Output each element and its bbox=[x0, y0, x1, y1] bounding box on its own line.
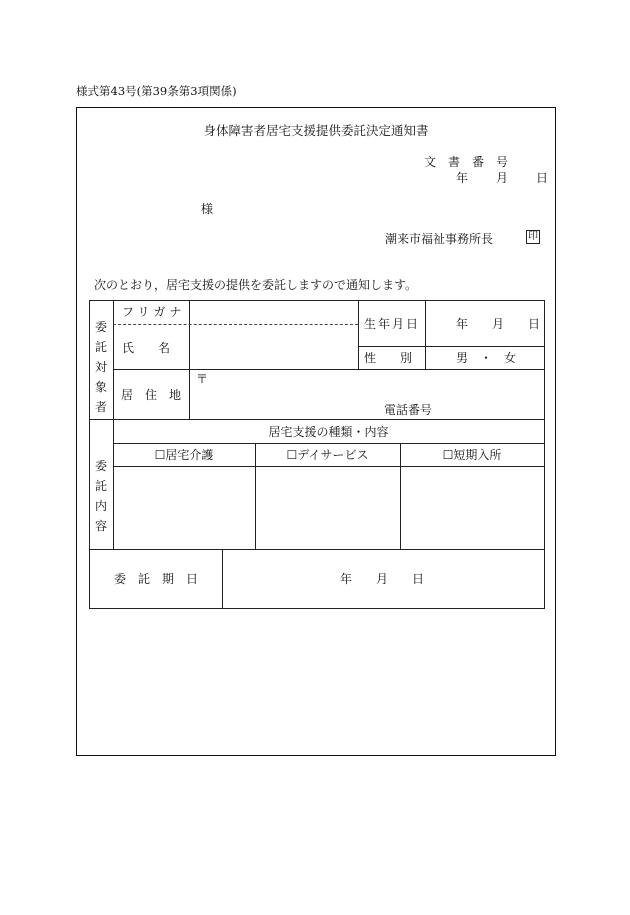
furigana-divider bbox=[113, 324, 358, 325]
period-label: 委 託 期 日 bbox=[114, 572, 199, 586]
postal-mark: 〒 bbox=[196, 372, 209, 386]
subject-section-label: 委託対象者 bbox=[94, 320, 107, 414]
content-section-label: 委託内容 bbox=[94, 459, 107, 533]
table-right-line bbox=[544, 300, 545, 608]
field-label-divider bbox=[189, 300, 190, 419]
period-value: 年 月 日 bbox=[340, 572, 425, 586]
content-header-divider bbox=[113, 443, 544, 444]
phone-label: 電話番号 bbox=[384, 403, 433, 417]
birthdate-value: 年 月 日 bbox=[456, 317, 541, 331]
birthdate-label: 生年月日 bbox=[364, 317, 421, 331]
subject-content-divider bbox=[89, 419, 544, 420]
options-divider bbox=[113, 466, 544, 467]
furigana-label: フリガナ bbox=[122, 305, 186, 319]
table-top-line bbox=[89, 300, 545, 301]
content-period-divider bbox=[89, 549, 544, 550]
section-label-divider bbox=[113, 300, 114, 549]
recipient-suffix: 様 bbox=[201, 202, 214, 216]
sex-value: 男 ・ 女 bbox=[456, 351, 517, 365]
intro-text: 次のとおり，居宅支援の提供を委託しますので通知します。 bbox=[94, 278, 418, 292]
issuer-name: 潮来市福祉事務所長 bbox=[385, 232, 494, 246]
document-title: 身体障害者居宅支援提供委託決定通知書 bbox=[203, 123, 429, 138]
sex-label: 性 別 bbox=[364, 351, 413, 365]
date-label: 年 月 日 bbox=[456, 171, 557, 185]
seal-mark: 印 bbox=[528, 231, 538, 242]
table-left-line bbox=[89, 300, 90, 608]
birthdate-sex-divider bbox=[358, 346, 544, 347]
option-home-care: ☐居宅介護 bbox=[154, 448, 214, 462]
document-number-label: 文 書 番 号 bbox=[424, 155, 509, 169]
option-day-service: ☐デイサービス bbox=[286, 448, 369, 462]
support-type-header: 居宅支援の種類・内容 bbox=[268, 425, 389, 439]
name-address-divider bbox=[113, 369, 544, 370]
form-number: 様式第43号(第39条第3項関係) bbox=[76, 84, 237, 98]
address-label: 居 住 地 bbox=[121, 388, 182, 402]
name-right-divider bbox=[358, 300, 359, 369]
name-label: 氏 名 bbox=[122, 341, 171, 355]
table-bottom-line bbox=[89, 608, 545, 609]
option-short-stay: ☐短期入所 bbox=[442, 448, 502, 462]
info-value-divider bbox=[425, 300, 426, 369]
period-divider bbox=[222, 549, 223, 608]
